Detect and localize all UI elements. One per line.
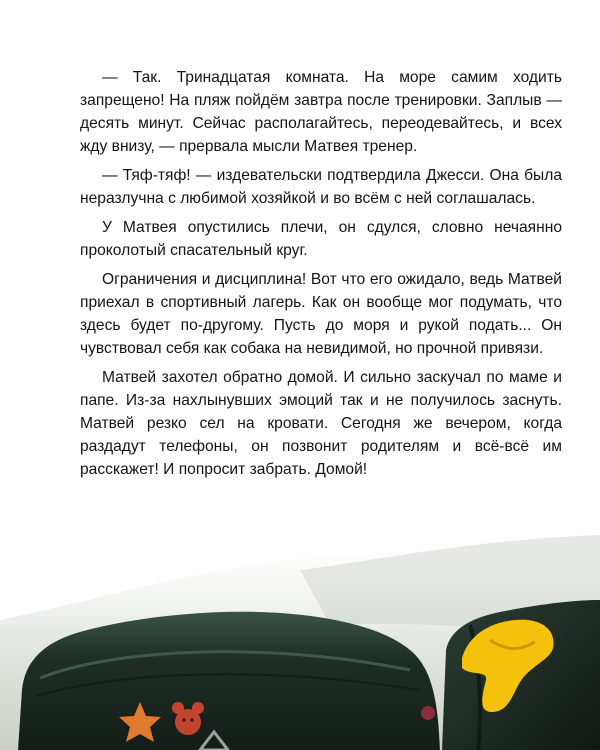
story-text <box>80 66 562 487</box>
paragraph-4: Ограничения и дисциплина! Вот что его ожидало, ведь Матвей приехал в спортивный лагерь. Как он вообще мог подумать, что здесь будет по-другому. Пусть до моря и рукой подать... Он чувствовал себя как собака на невидимой, но прочной привязи. <box>80 271 562 357</box>
paragraph-2: — Тяф-тяф! — издевательски подтвердила Джесси. Она была неразлучна с любимой хозяйкой и во всём с ней соглашалась. <box>80 167 562 207</box>
left-backpack <box>18 612 440 750</box>
paragraph-5: Матвей захотел обратно домой. И сильно заскучал по маме и папе. Из-за нахлынувших эмоций так и не получилось заснуть. Матвей резко сел на кровати. Сегодня же вечером, когда раздадут телефоны, он позвонит родителям и всё-всё им расскажет! И попросит забрать. Домой! <box>80 369 562 478</box>
paragraph-3: У Матвея опустились плечи, он сдулся, словно нечаянно проколотый спасательный круг. <box>80 219 562 259</box>
backpacks-illustration-art <box>0 500 600 750</box>
paragraph-1: — Так. Тринадцатая комната. На море самим ходить запрещено! На пляж пойдём завтра после тренировки. Заплыв — десять минут. Сейчас располагайтесь, переодевайтесь, и всех жду внизу, — прервала мысли Матвея тренер. <box>80 69 562 155</box>
backpacks-illustration <box>0 500 600 750</box>
zipper-pull-icon <box>421 706 435 720</box>
